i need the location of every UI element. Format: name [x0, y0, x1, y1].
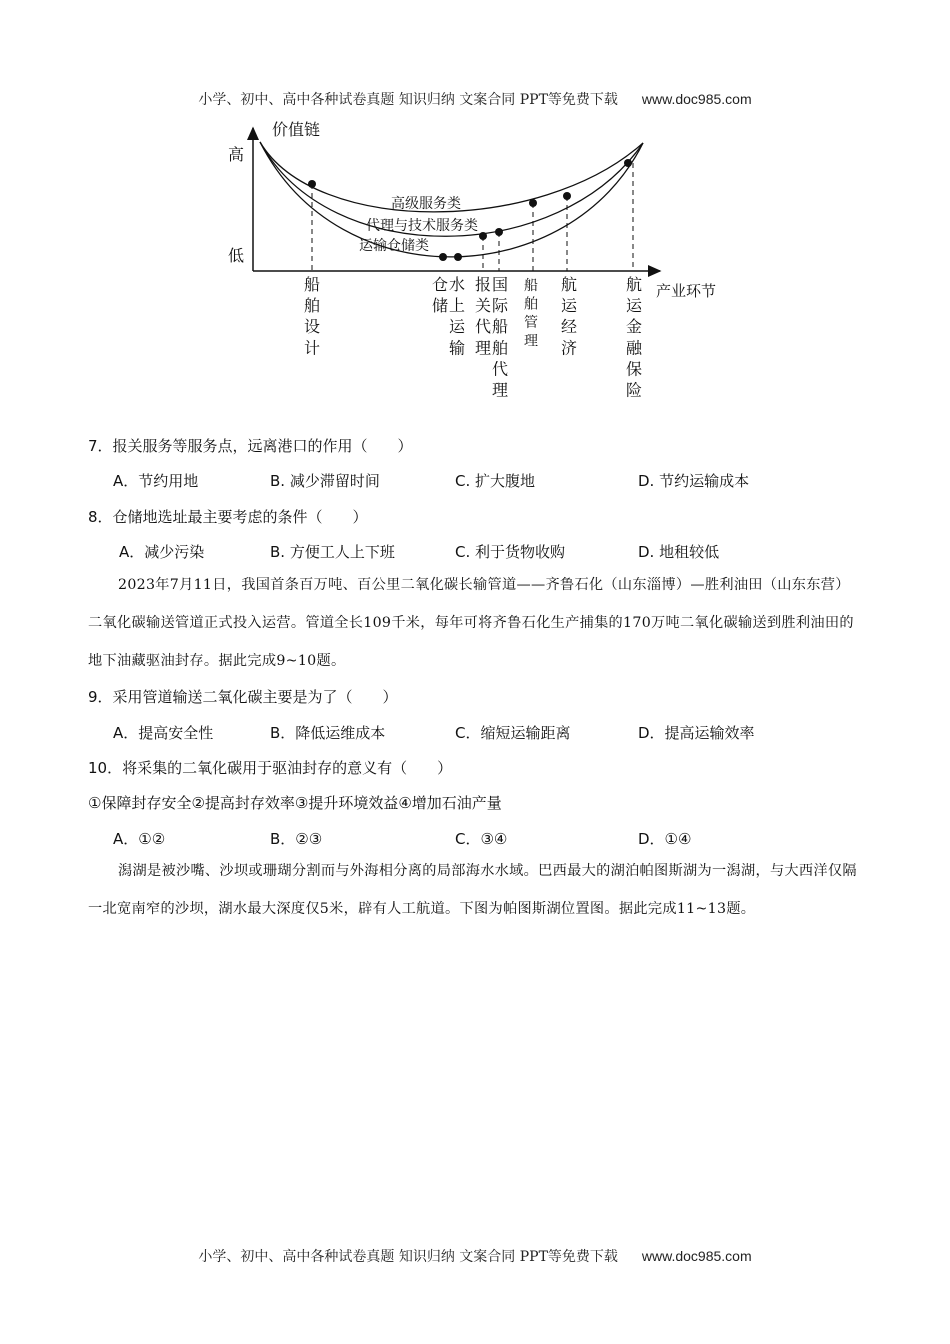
node-label: 水上运输 [449, 275, 466, 358]
q7-option-d[interactable]: D. 节约运输成本 [638, 472, 750, 490]
q9-option-a[interactable]: A．提高安全性 [113, 724, 214, 742]
node-label: 船舶设计 [304, 275, 321, 358]
x-axis-title: 产业环节 [656, 282, 717, 300]
q9-option-d[interactable]: D．提高运输效率 [638, 724, 755, 742]
q8-option-d[interactable]: D. 地租较低 [638, 543, 720, 561]
node-label: 仓储 [432, 275, 449, 316]
node-storage [439, 253, 447, 261]
q10-option-b[interactable]: B．②③ [270, 830, 323, 848]
node-customs [479, 232, 487, 271]
page-footer [0, 1246, 950, 1266]
question-10-statements: ①保障封存安全②提高封存效率③提升环境效益④增加石油产量 [88, 794, 502, 812]
q7-option-b[interactable]: B. 减少滞留时间 [270, 472, 380, 490]
passage-co2-pipeline: 2023年7月11日，我国首条百万吨、百公里二氧化碳长输管道——齐鲁石化（山东淄博）—胜利油田（山东东营）二氧化碳输送管道正式投入运营。管道全长109千米，每年可将齐鲁石化生产捕集的170万吨二氧化碳输送到胜利油田的地下油藏驱油封存。据此完成9~10题。 [88, 577, 854, 669]
node-label: 航运金融保险 [626, 275, 643, 400]
y-low-label: 低 [228, 246, 245, 265]
q9-option-c[interactable]: C．缩短运输距离 [455, 724, 571, 742]
node-ship-management [529, 199, 537, 271]
curve-label-high: 高级服务类 [391, 196, 461, 212]
question-7-stem: 7．报关服务等服务点，远离港口的作用（ ） [88, 437, 413, 455]
footer-text: 小学、初中、高中各种试卷真题 知识归纳 文案合同 PPT等免费下载 [198, 1249, 618, 1265]
value-chain-diagram [0, 0, 950, 420]
node-ship-design [308, 180, 316, 271]
node-label: 国际船舶代理 [492, 275, 509, 400]
footer-url: www.doc985.com [641, 1248, 752, 1264]
q9-option-b[interactable]: B．降低运维成本 [270, 724, 386, 742]
q8-option-c[interactable]: C. 利于货物收购 [455, 543, 566, 561]
node-ship-agency [495, 228, 503, 271]
node-label: 船舶管理 [524, 278, 538, 350]
question-8-stem: 8．仓储地选址最主要考虑的条件（ ） [88, 508, 368, 526]
passage-lagoon: 潟湖是被沙嘴、沙坝或珊瑚分割而与外海相分离的局部海水水域。巴西最大的湖泊帕图斯湖为一潟湖，与大西洋仅隔一北宽南窄的沙坝，湖水最大深度仅5米，辟有人工航道。下图为帕图斯湖位置图。据此完成11~13题。 [88, 863, 857, 917]
y-high-label: 高 [228, 145, 245, 164]
node-shipping-finance [624, 159, 633, 271]
y-axis-title: 价值链 [272, 120, 321, 139]
node-water-transport [454, 253, 462, 261]
node-shipping-economy [563, 192, 571, 271]
curve-label-transport: 运输仓储类 [359, 238, 429, 254]
q10-option-d[interactable]: D．①④ [638, 830, 692, 848]
node-label: 报关代理 [475, 275, 492, 358]
q10-option-a[interactable]: A．①② [113, 830, 166, 848]
header-url: www.doc985.com [641, 91, 752, 107]
q8-option-a[interactable]: A．减少污染 [119, 543, 205, 561]
node-label: 航运经济 [561, 275, 578, 358]
q8-option-b[interactable]: B. 方便工人上下班 [270, 543, 395, 561]
header-text: 小学、初中、高中各种试卷真题 知识归纳 文案合同 PPT等免费下载 [198, 92, 618, 108]
curve-label-agency: 代理与技术服务类 [366, 218, 478, 234]
question-10-stem: 10．将采集的二氧化碳用于驱油封存的意义有（ ） [88, 759, 453, 777]
q7-option-c[interactable]: C. 扩大腹地 [455, 472, 536, 490]
question-9-stem: 9．采用管道输送二氧化碳主要是为了（ ） [88, 688, 398, 706]
q10-option-c[interactable]: C．③④ [455, 830, 508, 848]
q7-option-a[interactable]: A．节约用地 [113, 472, 199, 490]
